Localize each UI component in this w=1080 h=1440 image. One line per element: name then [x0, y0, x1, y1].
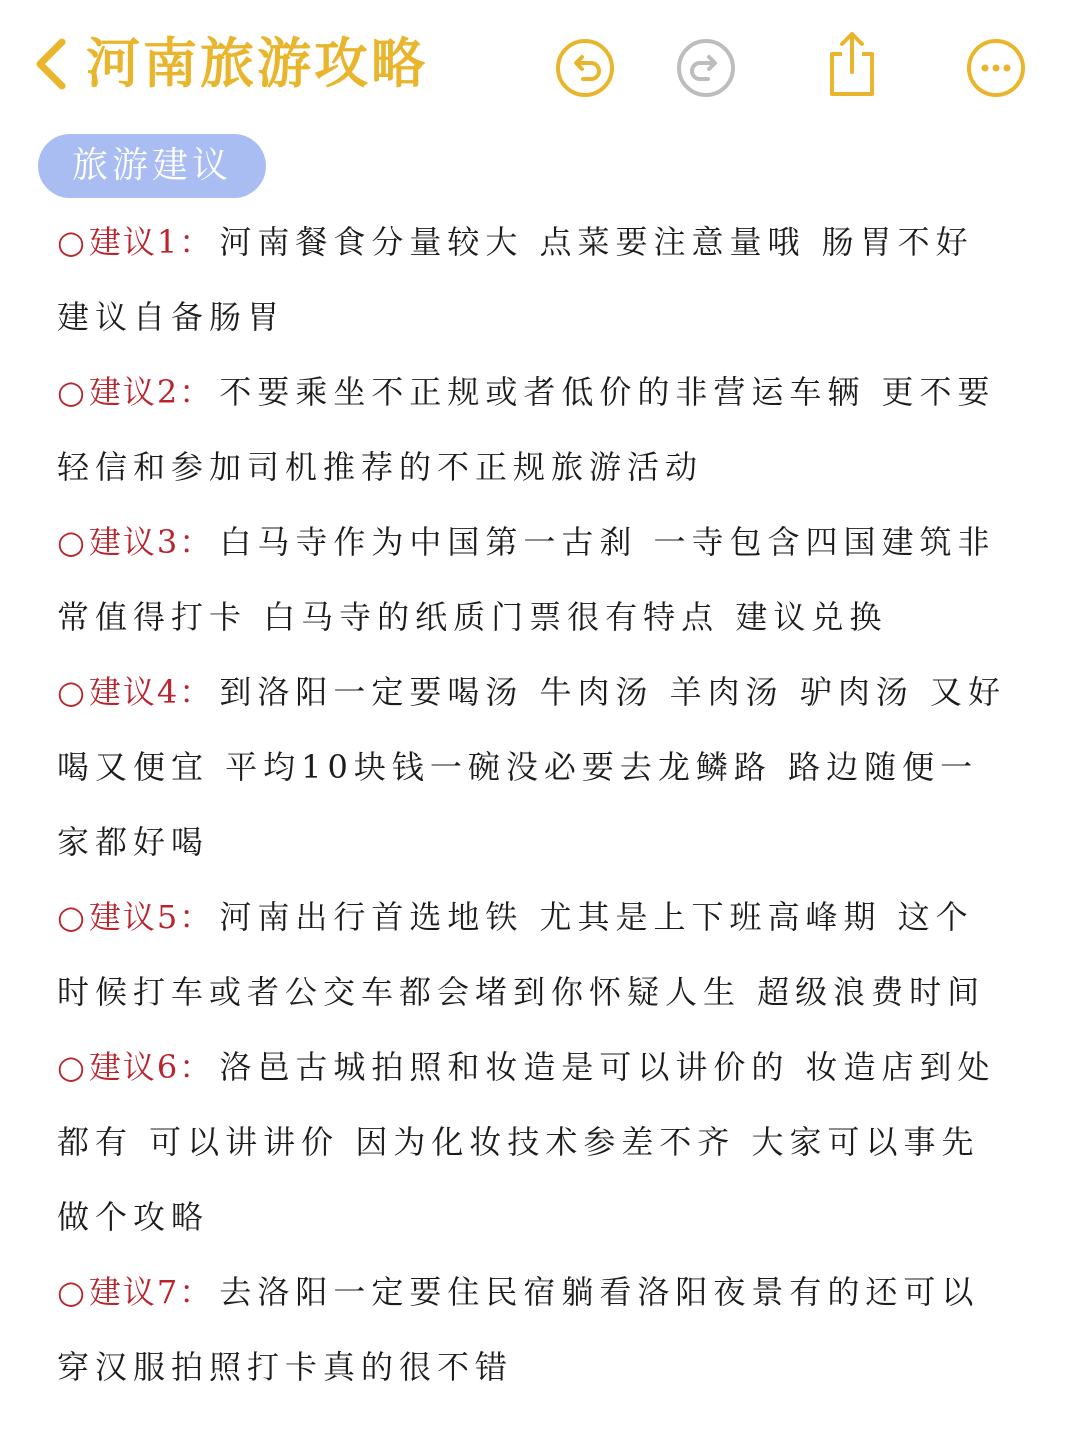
undo-icon: [553, 36, 617, 100]
bullet-circle-icon: ○: [57, 1273, 85, 1311]
tip-colon: ：: [179, 898, 220, 936]
tip-item: [57, 355, 1007, 505]
tip-item: [57, 1255, 1007, 1405]
back-button[interactable]: [28, 32, 80, 96]
tip-text: 洛邑古城拍照和妆造是可以讲价的 妆造店到处都有 可以讲讲价 因为化妆技术参差不齐 大家可以事先做个攻略: [57, 1048, 996, 1236]
tip-text: 白马寺作为中国第一古刹 一寺包含四国建筑非常值得打卡 白马寺的纸质门票很有特点 建议兑换: [57, 523, 996, 636]
tip-text: 去洛阳一定要住民宿躺看洛阳夜景有的还可以穿汉服拍照打卡真的很不错: [57, 1273, 980, 1386]
redo-button[interactable]: [674, 36, 738, 100]
tip-label: 建议3: [88, 523, 180, 561]
tip-colon: ：: [179, 523, 220, 561]
tip-label: 建议2: [88, 373, 180, 411]
category-tag: 旅游建议: [38, 134, 266, 198]
bullet-circle-icon: ○: [57, 523, 85, 561]
tip-item: [57, 1030, 1007, 1255]
tips-list: [57, 205, 1007, 1405]
tip-colon: ：: [179, 1048, 220, 1086]
more-button[interactable]: [964, 36, 1028, 100]
redo-icon: [674, 36, 738, 100]
chevron-left-icon: [28, 32, 80, 96]
tip-colon: ：: [179, 373, 220, 411]
tip-label: 建议6: [88, 1048, 180, 1086]
undo-button[interactable]: [553, 36, 617, 100]
toolbar: [0, 0, 1080, 130]
share-button[interactable]: [820, 28, 884, 100]
tip-item: [57, 880, 1007, 1030]
bullet-circle-icon: ○: [57, 673, 85, 711]
tip-text: 河南出行首选地铁 尤其是上下班高峰期 这个时候打车或者公交车都会堵到你怀疑人生 超级浪费时间: [57, 898, 986, 1011]
tip-label: 建议4: [88, 673, 180, 711]
tip-item: [57, 505, 1007, 655]
tip-colon: ：: [179, 223, 220, 261]
bullet-circle-icon: ○: [57, 898, 85, 936]
tip-item: [57, 205, 1007, 355]
tip-item: [57, 655, 1007, 880]
tip-label: 建议1: [88, 223, 180, 261]
bullet-circle-icon: ○: [57, 223, 85, 261]
bullet-circle-icon: ○: [57, 373, 85, 411]
tip-colon: ：: [179, 1273, 220, 1311]
tip-colon: ：: [179, 673, 220, 711]
tip-label: 建议7: [88, 1273, 180, 1311]
tip-label: 建议5: [88, 898, 180, 936]
more-icon: [964, 36, 1028, 100]
share-icon: [820, 28, 884, 100]
page-title: 河南旅游攻略: [86, 32, 428, 95]
tip-text: 河南餐食分量较大 点菜要注意量哦 肠胃不好建议自备肠胃: [57, 223, 974, 336]
tip-text: 不要乘坐不正规或者低价的非营运车辆 更不要轻信和参加司机推荐的不正规旅游活动: [57, 373, 996, 486]
bullet-circle-icon: ○: [57, 1048, 85, 1086]
tip-text: 到洛阳一定要喝汤 牛肉汤 羊肉汤 驴肉汤 又好喝又便宜 平均10块钱一碗没必要去龙鳞路 路边随便一家都好喝: [57, 673, 1007, 861]
